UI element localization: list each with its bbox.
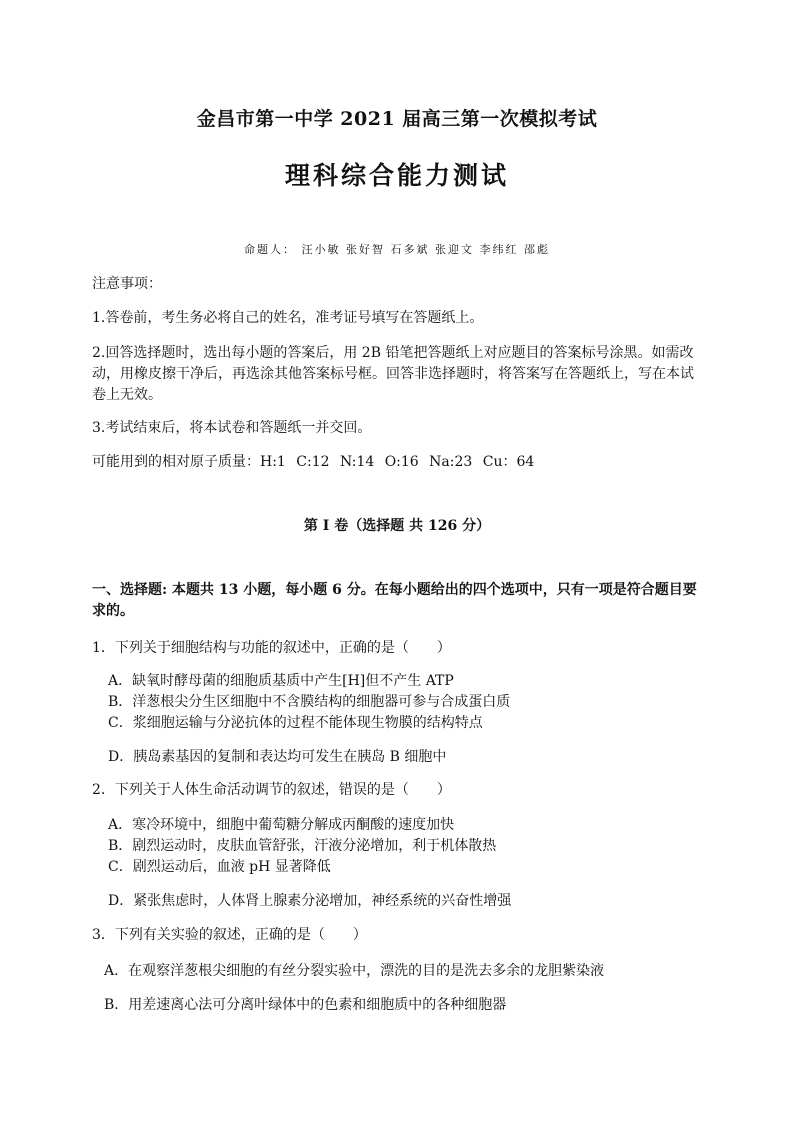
- question-1-option-b: B．洋葱根尖分生区细胞中不含膜结构的细胞器可参与合成蛋白质: [108, 694, 511, 710]
- question-2-option-a: A．寒冷环境中，细胞中葡萄糖分解成丙酮酸的速度加快: [108, 817, 455, 833]
- note-item-3: 3.考试结束后，将本试卷和答题纸一并交回。: [92, 420, 372, 436]
- question-2-stem: 2．下列关于人体生命活动调节的叙述，错误的是（ ）: [92, 782, 451, 798]
- note-item-1: 1.答卷前，考生务必将自己的姓名，准考证号填写在答题纸上。: [92, 310, 484, 326]
- subject-title: 理科综合能力测试: [284, 161, 509, 190]
- note-item-2: 2.回答选择题时，选出每小题的答案后，用 2B 铅笔把答题纸上对应题目的答案标号涂黑。如需改动，用橡皮擦干净后，再选涂其他答案标号框。回答非选择题时，将答案写在答题纸上，写在本试卷上无效。: [92, 345, 694, 403]
- authors-line: 命题人： 汪小敏 张好智 石多斌 张迎文 李纬红 邵彪: [244, 243, 550, 256]
- question-2-option-b: B．剧烈运动时，皮肤血管舒张，汗液分泌增加，利于机体散热: [108, 838, 497, 854]
- question-2-option-d: D．紧张焦虑时，人体肾上腺素分泌增加，神经系统的兴奋性增强: [108, 893, 512, 909]
- question-1-stem: 1．下列关于细胞结构与功能的叙述中，正确的是（ ）: [92, 640, 451, 656]
- atomic-masses: 可能用到的相对原子质量：H:1 C:12 N:14 O:16 Na:23 Cu：64: [92, 454, 535, 470]
- question-1-option-c: C．浆细胞运输与分泌抗体的过程不能体现生物膜的结构特点: [108, 715, 483, 731]
- question-3-stem: 3．下列有关实验的叙述，正确的是（ ）: [92, 927, 367, 943]
- question-3-option-b: B．用差速离心法可分离叶绿体中的色素和细胞质中的各种细胞器: [104, 997, 507, 1013]
- question-3-option-a: A．在观察洋葱根尖细胞的有丝分裂实验中，漂洗的目的是洗去多余的龙胆紫染液: [104, 963, 605, 979]
- question-1-option-a: A．缺氧时酵母菌的细胞质基质中产生[H]但不产生 ATP: [108, 673, 454, 689]
- question-2-option-c: C．剧烈运动后，血液 pH 显著降低: [108, 859, 331, 875]
- part-title: 一、选择题: 本题共 13 小题，每小题 6 分。在每小题给出的四个选项中，只有一项是符合题目要求的。: [92, 582, 697, 619]
- notes-title: 注意事项：: [92, 276, 162, 292]
- section-title: 第 I 卷（选择题 共 126 分）: [303, 518, 491, 534]
- question-1-option-d: D．胰岛素基因的复制和表达均可发生在胰岛 B 细胞中: [108, 749, 447, 765]
- exam-title: 金昌市第一中学 2021 届高三第一次模拟考试: [196, 108, 598, 130]
